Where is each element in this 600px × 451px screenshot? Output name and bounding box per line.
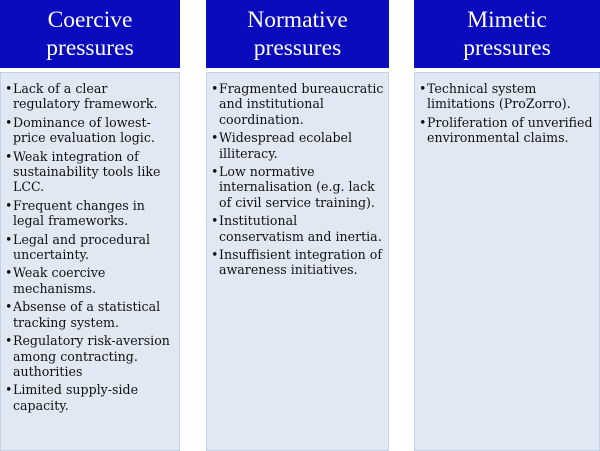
list-item: • Limited supply-side capacity. [5,382,175,413]
list-item: • Lack of a clear regulatory framework. [5,81,175,112]
list-item: • Regulatory risk-aversion among contracting. authorities [5,333,175,379]
coercive-column [0,0,180,413]
normative-panel [206,72,389,451]
list-item: • Fragmented bureaucratic and institutional coordination. [211,81,384,127]
list-item: • Proliferation of unverified environmental claims. [419,115,595,146]
list-item: • Technical system limitations (ProZorro). [419,81,595,112]
normative-header: Normative pressures [206,0,389,68]
coercive-panel [0,72,180,451]
list-item: • Weak integration of sustainability tools like LCC. [5,149,175,195]
list-item: • Weak coercive mechanisms. [5,265,175,296]
coercive-list [1,73,179,413]
list-item: • Absense of a statistical tracking system. [5,299,175,330]
mimetic-list [415,73,599,146]
list-item: • Widespread ecolabel illiteracy. [211,130,384,161]
list-item: • Frequent changes in legal frameworks. [5,198,175,229]
coercive-header: Coercive pressures [0,0,180,68]
mimetic-panel [414,72,600,451]
mimetic-column [414,0,600,146]
list-item: • Insuffisient integration of awareness initiatives. [211,247,384,278]
mimetic-header: Mimetic pressures [414,0,600,68]
normative-list [207,73,388,278]
list-item: • Legal and procedural uncertainty. [5,232,175,263]
normative-column [206,0,389,278]
list-item: • Low normative internalisation (e.g. lack of civil service training). [211,164,384,210]
list-item: • Institutional conservatism and inertia. [211,213,384,244]
list-item: • Dominance of lowest-price evaluation logic. [5,115,175,146]
